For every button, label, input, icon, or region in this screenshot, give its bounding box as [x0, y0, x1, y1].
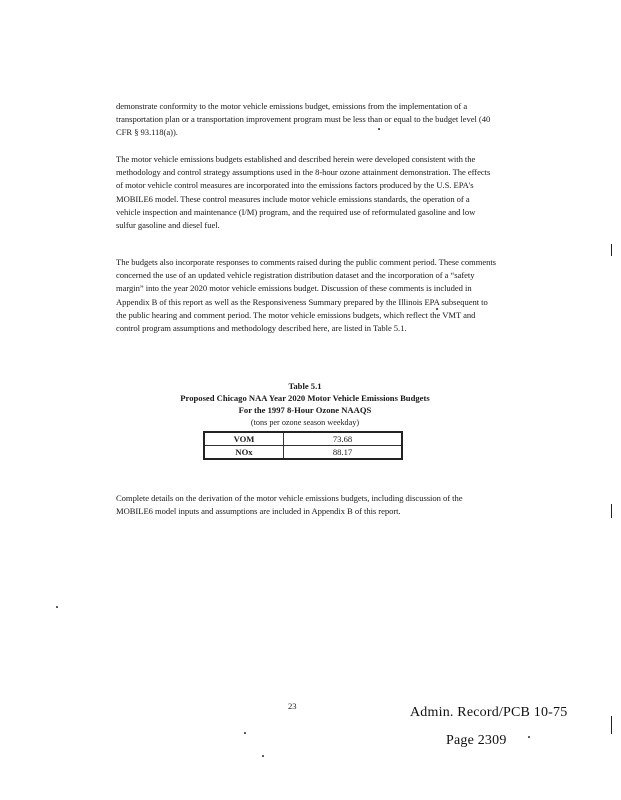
value-cell: 73.68: [284, 432, 403, 446]
binder-mark: [611, 716, 612, 734]
binder-mark: [611, 504, 612, 518]
pollutant-cell: NOx: [204, 446, 284, 460]
scan-speck: [436, 308, 438, 310]
paragraph-conformity: demonstrate conformity to the motor vehicle emissions budget, emissions from the implementation of a transportation plan or a transportation improvement program must be less than or equal to the budget level (40 CFR § 93.118(a)).: [116, 101, 491, 138]
admin-record-stamp: Admin. Record/PCB 10-75: [410, 705, 568, 720]
scan-speck: [262, 755, 264, 757]
scan-speck: [528, 736, 530, 738]
scan-speck: [244, 732, 246, 734]
paragraph-comments: The budgets also incorporate responses to comments raised during the public comment period. These comments concerned the use of an updated vehicle registration distribution dataset and the incorporation of a “safety margin” into the year 2020 motor vehicle emissions budget. Discussion of these comments is included in Appendix B of this report as well as the Responsiveness Summary prepared by the Illinois EPA subsequent to the public hearing and comment period. The motor vehicle emissions budgets, which reflect the VMT and control program assumptions and methodology described here, are listed in Table 5.1.: [116, 257, 496, 334]
binder-mark: [611, 244, 612, 256]
pollutant-cell: VOM: [204, 432, 284, 446]
scan-speck: [378, 128, 380, 130]
scan-speck: [56, 606, 58, 608]
table-row: [204, 432, 402, 446]
table-units: [140, 417, 470, 429]
table-units-text: (tons per ozone season weekday): [250, 418, 360, 427]
emissions-budget-table: [203, 431, 403, 460]
table-title-line1: Proposed Chicago NAA Year 2020 Motor Vehicle Emissions Budgets: [180, 393, 430, 403]
page-number: 23: [288, 701, 297, 711]
table-row: [204, 446, 402, 460]
paragraph-methodology: The motor vehicle emissions budgets established and described herein were developed consistent with the methodology and control strategy assumptions used in the 8-hour ozone attainment demonstration. The effects of motor vehicle control measures are incorporated into the emissions factors produced by the U.S. EPA's MOBILE6 model. These control measures include motor vehicle emissions standards, the operation of a vehicle inspection and maintenance (I/M) program, and the required use of reformulated gasoline and low sulfur gasoline and diesel fuel.: [116, 154, 491, 231]
table-number: Table 5.1: [288, 381, 322, 391]
paragraph-details: Complete details on the derivation of the motor vehicle emissions budgets, including discussion of the MOBILE6 model inputs and assumptions are included in Appendix B of this report.: [116, 493, 463, 517]
table-title-line2: For the 1997 8-Hour Ozone NAAQS: [238, 405, 372, 415]
value-cell: 88.17: [284, 446, 403, 460]
stamp-page-number: Page 2309: [446, 733, 507, 748]
